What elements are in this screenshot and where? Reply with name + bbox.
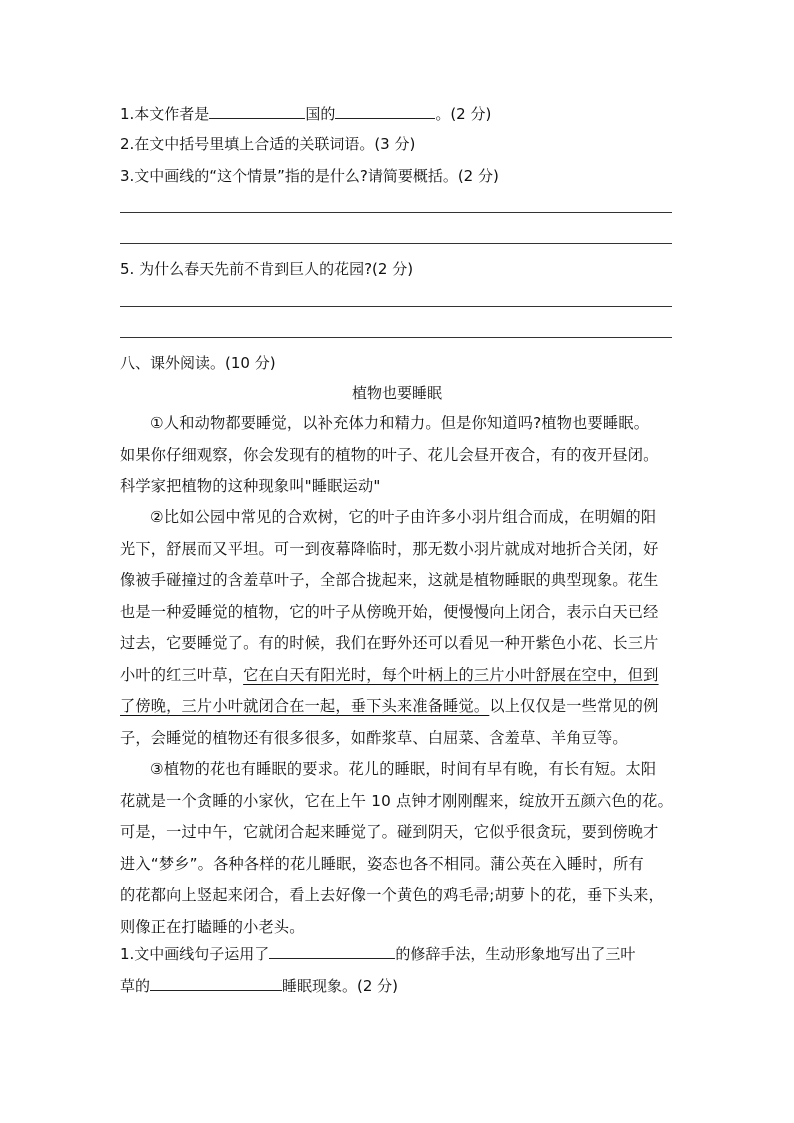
- text-line: 科学家把植物的这种现象叫"睡眠运动": [120, 477, 381, 495]
- text-line: 的花都向上竖起来闭合，看上去好像一个黄色的鸡毛帚;胡萝卜的花，垂下头来，: [120, 886, 664, 904]
- answer-blank-phenomenon[interactable]: [150, 975, 282, 991]
- article-paragraph-3: [120, 754, 680, 943]
- reading-question-1-after: 的修辞手法，生动形象地写出了三叶: [395, 945, 636, 963]
- text-line: 过去，它要睡觉了。有的时候，我们在野外还可以看见一种开紫色小花、长三片: [120, 634, 659, 652]
- text-line: [120, 660, 680, 692]
- answer-line-3b[interactable]: [120, 243, 672, 244]
- text-line: ③植物的花也有睡眠的要求。花儿的睡眠，时间有早有晚，有长有短。太阳: [150, 760, 657, 778]
- text-line: 子，会睡觉的植物还有很多很多，如酢浆草、白屈菜、含羞草、羊角豆等。: [120, 728, 628, 747]
- section-8-heading: 八、课外阅读。(10 分): [120, 354, 276, 372]
- question-1-mid: 国的: [305, 105, 336, 123]
- text-line: 也是一种爱睡觉的植物，它的叶子从傍晚开始，便慢慢向上闭合，表示白天已经: [120, 602, 659, 621]
- reading-question-1-prefix: 1.文中画线句子运用了: [120, 945, 270, 963]
- reading-question-1-l2-prefix: 草的: [120, 977, 151, 995]
- text-line: 可是，一过中午，它就闭合起来睡觉了。碰到阴天，它似乎很贪玩，要到傍晚才: [120, 823, 659, 841]
- article-paragraph-1: [120, 408, 680, 503]
- reading-question-1-cont: [120, 975, 398, 996]
- underlined-sentence: 它在白天有阳光时，每个叶柄上的三片小叶舒展在空中，但到: [243, 665, 659, 684]
- text-line: 如果你仔细观察，你会发现有的植物的叶子、花儿会昼开夜合，有的夜开昼闭。: [120, 445, 659, 464]
- question-1: [120, 103, 491, 124]
- text-line: ②比如公园中常见的合欢树，它的叶子由许多小羽片组合而成，在明媚的阳: [150, 508, 657, 526]
- underlined-sentence: 了傍晚，三片小叶就闭合在一起，垂下头来准备睡觉。: [120, 697, 490, 715]
- text-line: 像被手碰撞过的含羞草叶子，全部合拢起来，这就是植物睡眠的典型现象。花生: [120, 571, 659, 589]
- text-line: 光下，舒展而又平坦。可一到夜幕降临时，那无数小羽片就成对地折合关闭，好: [120, 539, 659, 558]
- answer-line-5b[interactable]: [120, 337, 672, 338]
- reading-question-1: [120, 943, 635, 964]
- answer-blank-nationality[interactable]: [335, 103, 435, 119]
- question-2: 2.在文中括号里填上合适的关联词语。(3 分): [120, 135, 416, 153]
- answer-line-5a[interactable]: [120, 306, 672, 307]
- text-segment: 以上仅仅是一些常见的例: [489, 697, 659, 715]
- reading-question-1-l2-suffix: 睡眠现象。(2 分): [282, 977, 399, 995]
- text-line: [120, 691, 680, 723]
- text-line: 则像正在打瞌睡的小老头。: [120, 917, 305, 936]
- question-1-prefix: 1.本文作者是: [120, 105, 210, 123]
- text-line: ①人和动物都要睡觉，以补充体力和精力。但是你知道吗?植物也要睡眠。: [150, 414, 650, 432]
- answer-blank-author[interactable]: [209, 103, 305, 119]
- text-line: 花就是一个贪睡的小家伙，它在上午 10 点钟才刚刚醒来，绽放开五颜六色的花。: [120, 791, 673, 810]
- question-5: 5. 为什么春天先前不肯到巨人的花园?(2 分): [120, 260, 414, 278]
- question-3: 3.文中画线的“这个情景”指的是什么?请简要概括。(2 分): [120, 167, 499, 185]
- text-segment: 小叶的红三叶草，: [120, 665, 244, 684]
- article-paragraph-2: [120, 502, 680, 754]
- answer-blank-rhetoric[interactable]: [269, 943, 395, 959]
- answer-line-3a[interactable]: [120, 212, 672, 213]
- text-line: 进入“梦乡”。各种各样的花儿睡眠，姿态也各不相同。蒲公英在入睡时，所有: [120, 854, 644, 873]
- article-title: 植物也要睡眠: [351, 384, 442, 402]
- question-1-suffix: 。(2 分): [435, 105, 492, 123]
